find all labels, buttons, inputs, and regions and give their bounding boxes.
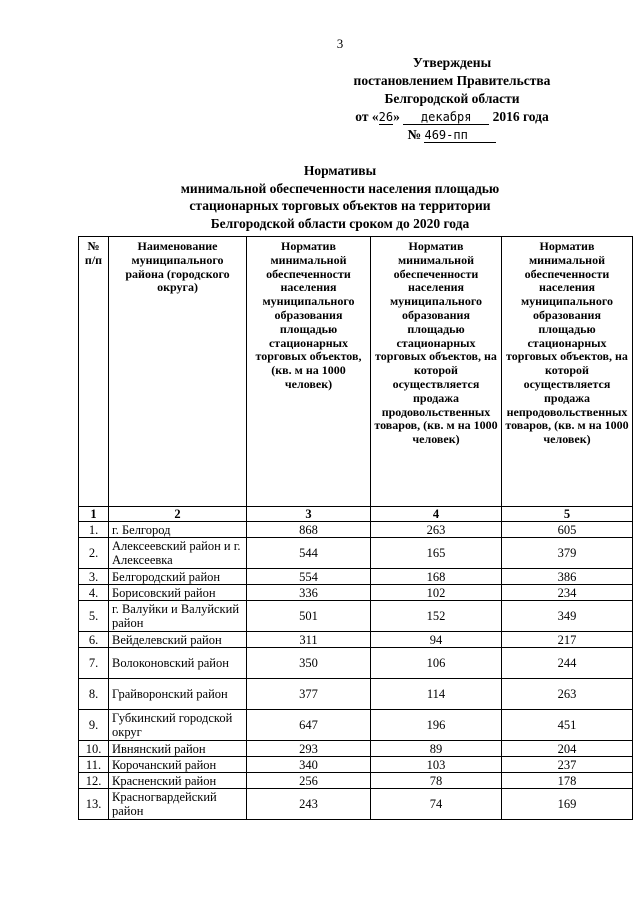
- row-total: 554: [247, 569, 371, 585]
- row-food: 106: [371, 648, 502, 679]
- row-number: 13.: [79, 789, 109, 820]
- row-name: Вейделевский район: [109, 632, 247, 648]
- row-nonfood: 234: [502, 585, 633, 601]
- table-row: [79, 679, 633, 710]
- row-food: 168: [371, 569, 502, 585]
- row-number: 3.: [79, 569, 109, 585]
- row-number: 9.: [79, 710, 109, 741]
- row-nonfood: 178: [502, 773, 633, 789]
- row-total: 311: [247, 632, 371, 648]
- header-name: Наименование муниципального района (городского округа): [109, 237, 247, 507]
- approval-line-1: Утверждены: [412, 55, 492, 70]
- row-name: Борисовский район: [109, 585, 247, 601]
- row-name: Грайворонский район: [109, 679, 247, 710]
- row-total: 293: [247, 741, 371, 757]
- number-value: 469-пп: [424, 128, 496, 143]
- row-nonfood: 217: [502, 632, 633, 648]
- row-name: г. Белгород: [109, 522, 247, 538]
- row-number: 4.: [79, 585, 109, 601]
- row-food: 165: [371, 538, 502, 569]
- row-nonfood: 204: [502, 741, 633, 757]
- row-food: 103: [371, 757, 502, 773]
- row-nonfood: 169: [502, 789, 633, 820]
- row-food: 89: [371, 741, 502, 757]
- row-total: 377: [247, 679, 371, 710]
- row-total: 256: [247, 773, 371, 789]
- row-food: 102: [371, 585, 502, 601]
- header-food: Норматив минимальной обеспеченности населения муниципального образования площадью стационарных торговых объектов, на которой осуществляется продажа продовольственных товаров, (кв. м на 1000 человек): [371, 237, 502, 507]
- table-header-row: [79, 237, 633, 507]
- index-cell: 2: [109, 507, 247, 522]
- row-nonfood: 386: [502, 569, 633, 585]
- row-nonfood: 244: [502, 648, 633, 679]
- page-number: 3: [336, 36, 344, 51]
- title-line-2: минимальной обеспеченности населения площадью: [180, 180, 500, 196]
- table-row: [79, 632, 633, 648]
- table-row: [79, 538, 633, 569]
- row-food: 74: [371, 789, 502, 820]
- table-row: [79, 569, 633, 585]
- index-cell: 5: [502, 507, 633, 522]
- row-total: 350: [247, 648, 371, 679]
- index-cell: 1: [79, 507, 109, 522]
- index-cell: 4: [371, 507, 502, 522]
- table-row: [79, 522, 633, 538]
- row-name: Корочанский район: [109, 757, 247, 773]
- row-total: 336: [247, 585, 371, 601]
- approval-number: [336, 126, 568, 144]
- row-number: 7.: [79, 648, 109, 679]
- row-name: Алексеевский район и г. Алексеевка: [109, 538, 247, 569]
- row-name: Красненский район: [109, 773, 247, 789]
- table-index-row: [79, 507, 633, 522]
- table-row: [79, 773, 633, 789]
- row-total: 868: [247, 522, 371, 538]
- document-title: [100, 162, 580, 232]
- row-number: 11.: [79, 757, 109, 773]
- row-number: 6.: [79, 632, 109, 648]
- row-food: 114: [371, 679, 502, 710]
- row-name: Волоконовский район: [109, 648, 247, 679]
- approval-line-2: постановлением Правительства: [353, 73, 551, 88]
- row-food: 196: [371, 710, 502, 741]
- row-number: 10.: [79, 741, 109, 757]
- title-line-4: Белгородской области сроком до 2020 года: [210, 215, 470, 231]
- row-total: 544: [247, 538, 371, 569]
- row-nonfood: 451: [502, 710, 633, 741]
- table-row: [79, 741, 633, 757]
- row-number: 1.: [79, 522, 109, 538]
- title-line-1: Нормативы: [303, 163, 377, 178]
- row-total: 243: [247, 789, 371, 820]
- row-number: 12.: [79, 773, 109, 789]
- row-number: 5.: [79, 601, 109, 632]
- row-number: 2.: [79, 538, 109, 569]
- table-row: [79, 601, 633, 632]
- header-total: Норматив минимальной обеспеченности населения муниципального образования площадью стационарных торговых объектов, (кв. м на 1000 человек): [247, 237, 371, 507]
- index-cell: 3: [247, 507, 371, 522]
- row-name: Красногвардейский район: [109, 789, 247, 820]
- row-food: 94: [371, 632, 502, 648]
- row-name: Губкинский городской округ: [109, 710, 247, 741]
- row-food: 78: [371, 773, 502, 789]
- date-month: декабря: [403, 110, 489, 125]
- row-nonfood: 379: [502, 538, 633, 569]
- table-row: [79, 710, 633, 741]
- row-food: 152: [371, 601, 502, 632]
- row-food: 263: [371, 522, 502, 538]
- table-row: [79, 789, 633, 820]
- header-nonfood: Норматив минимальной обеспеченности населения муниципального образования площадью стационарных торговых объектов, на которой осуществляется продажа непродовольственных товаров, (кв. м на 1000 человек): [502, 237, 633, 507]
- date-prefix: от «: [355, 109, 379, 124]
- table-row: [79, 757, 633, 773]
- row-total: 340: [247, 757, 371, 773]
- title-line-3: стационарных торговых объектов на территории: [189, 198, 491, 213]
- approval-line-3: Белгородской области: [384, 91, 520, 106]
- row-total: 501: [247, 601, 371, 632]
- table-row: [79, 648, 633, 679]
- row-total: 647: [247, 710, 371, 741]
- row-name: г. Валуйки и Валуйский район: [109, 601, 247, 632]
- approval-block: [336, 54, 568, 144]
- date-day: 26: [378, 110, 394, 124]
- row-name: Белгородский район: [109, 569, 247, 585]
- row-nonfood: 349: [502, 601, 633, 632]
- date-year: 2016 года: [492, 109, 549, 124]
- row-nonfood: 237: [502, 757, 633, 773]
- row-nonfood: 263: [502, 679, 633, 710]
- norms-table: [78, 236, 633, 820]
- row-nonfood: 605: [502, 522, 633, 538]
- approval-date: [336, 108, 568, 126]
- date-mid: »: [393, 109, 400, 124]
- number-prefix: №: [407, 127, 422, 142]
- header-number: № п/п: [79, 237, 109, 507]
- row-name: Ивнянский район: [109, 741, 247, 757]
- table-row: [79, 585, 633, 601]
- row-number: 8.: [79, 679, 109, 710]
